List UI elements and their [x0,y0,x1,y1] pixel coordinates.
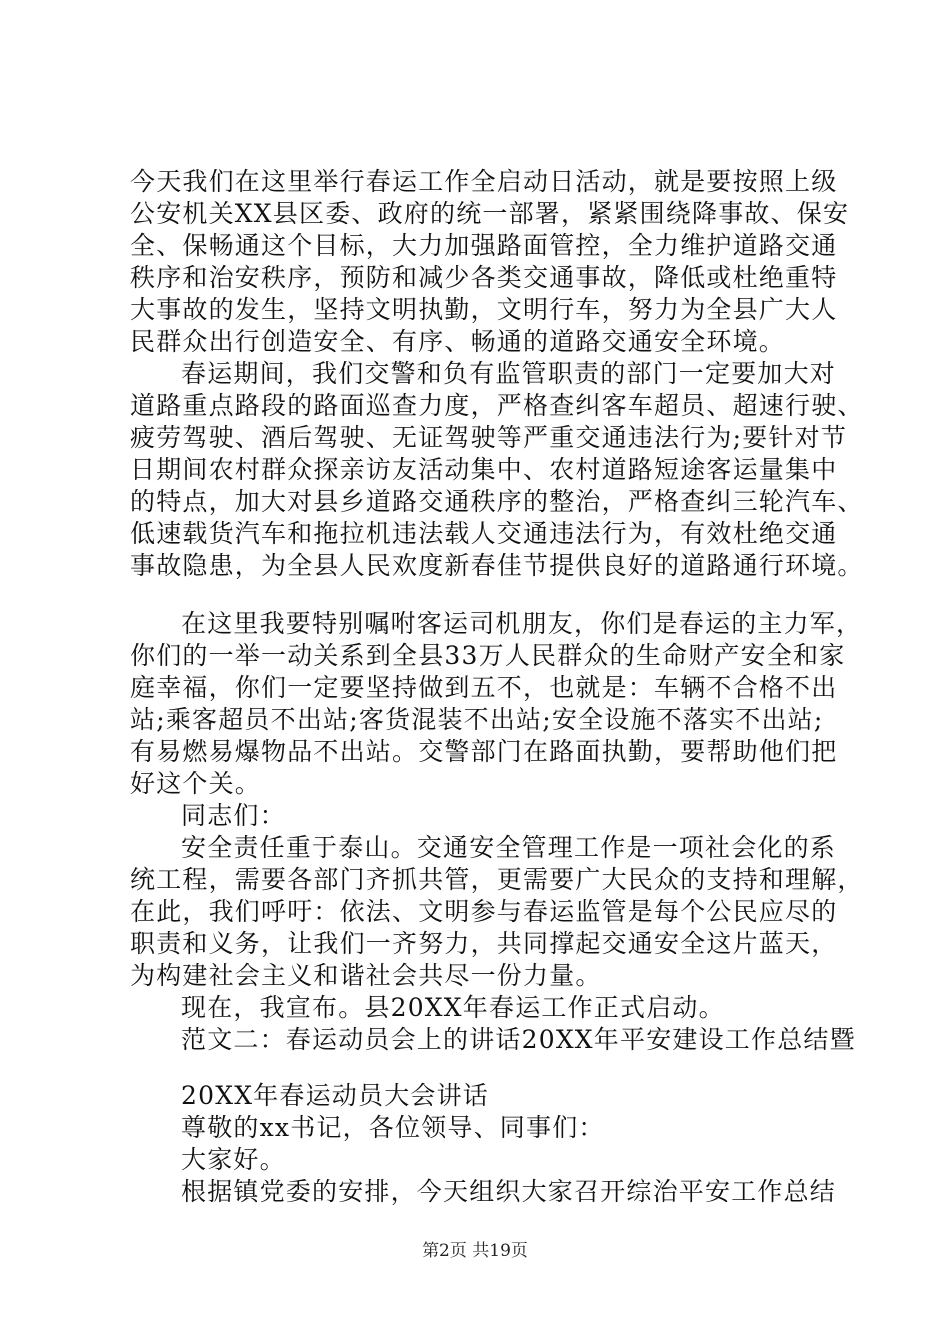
paragraph-line: 疲劳驾驶、酒后驾驶、无证驾驶等严重交通违法行为;要针对节 [130,423,848,452]
paragraph-line: 秩序和治安秩序，预防和减少各类交通事故，降低或杜绝重特 [130,263,838,292]
paragraph-line: 在这里我要特别嘱咐客运司机朋友，你们是春运的主力军， [181,609,863,638]
paragraph-line: 你们的一举一动关系到全县33万人民群众的生命财产安全和家 [130,641,846,670]
paragraph-line: 的特点，加大对县乡道路交通秩序的整治，严格查纠三轮汽车、 [130,487,864,516]
paragraph-line: 20XX年春运动员大会讲话 [181,1081,490,1110]
paragraph-line: 有易燃易爆物品不出站。交警部门在路面执勤，要帮助他们把 [130,737,838,766]
paragraph-line: 事故隐患，为全县人民欢度新春佳节提供良好的道路通行环境。 [130,551,864,580]
paragraph-line: 安全责任重于泰山。交通安全管理工作是一项社会化的系 [181,833,837,862]
paragraph-line: 低速载货汽车和拖拉机违法载人交通违法行为，有效杜绝交通 [130,519,838,548]
page-footer: 第2页 共19页 [422,1241,528,1261]
paragraph-line: 好这个关。 [130,769,262,798]
paragraph-line: 尊敬的xx书记，各位领导、同事们： [181,1113,605,1142]
paragraph-line: 根据镇党委的安排，今天组织大家召开综治平安工作总结 [181,1177,837,1206]
paragraph-line: 站;乘客超员不出站;客货混装不出站;安全设施不落实不出站; [130,705,824,734]
paragraph-line: 全、保畅通这个目标，大力加强路面管控，全力维护道路交通 [130,231,838,260]
paragraph-line: 道路重点路段的路面巡查力度，严格查纠客车超员、超速行驶、 [130,391,864,420]
paragraph-line: 为构建社会主义和谐社会共尽一份力量。 [130,961,602,990]
paragraph-line: 大家好。 [181,1145,286,1174]
paragraph-line: 职责和义务，让我们一齐努力，共同撑起交通安全这片蓝天， [130,929,838,958]
paragraph-line: 庭幸福，你们一定要坚持做到五不，也就是：车辆不合格不出 [130,673,838,702]
paragraph-line: 春运期间，我们交警和负有监管职责的部门一定要加大对 [181,359,837,388]
paragraph-line: 民群众出行创造安全、有序、畅通的道路交通安全环境。 [130,327,786,356]
paragraph-line: 统工程，需要各部门齐抓共管，更需要广大民众的支持和理解， [130,865,864,894]
paragraph-line: 今天我们在这里举行春运工作全启动日活动，就是要按照上级 [130,167,838,196]
paragraph-line: 在此，我们呼吁：依法、文明参与春运监管是每个公民应尽的 [130,897,838,926]
paragraph-line: 公安机关XX县区委、政府的统一部署，紧紧围绕降事故、保安 [130,199,850,228]
paragraph-line: 大事故的发生，坚持文明执勤，文明行车，努力为全县广大人 [130,295,838,324]
paragraph-line: 同志们： [181,801,286,830]
paragraph-line: 日期间农村群众探亲访友活动集中、农村道路短途客运量集中 [130,455,838,484]
paragraph-line: 范文二：春运动员会上的讲话20XX年平安建设工作总结暨 [181,1025,856,1054]
paragraph-line: 现在，我宣布。县20XX年春运工作正式启动。 [181,993,725,1022]
